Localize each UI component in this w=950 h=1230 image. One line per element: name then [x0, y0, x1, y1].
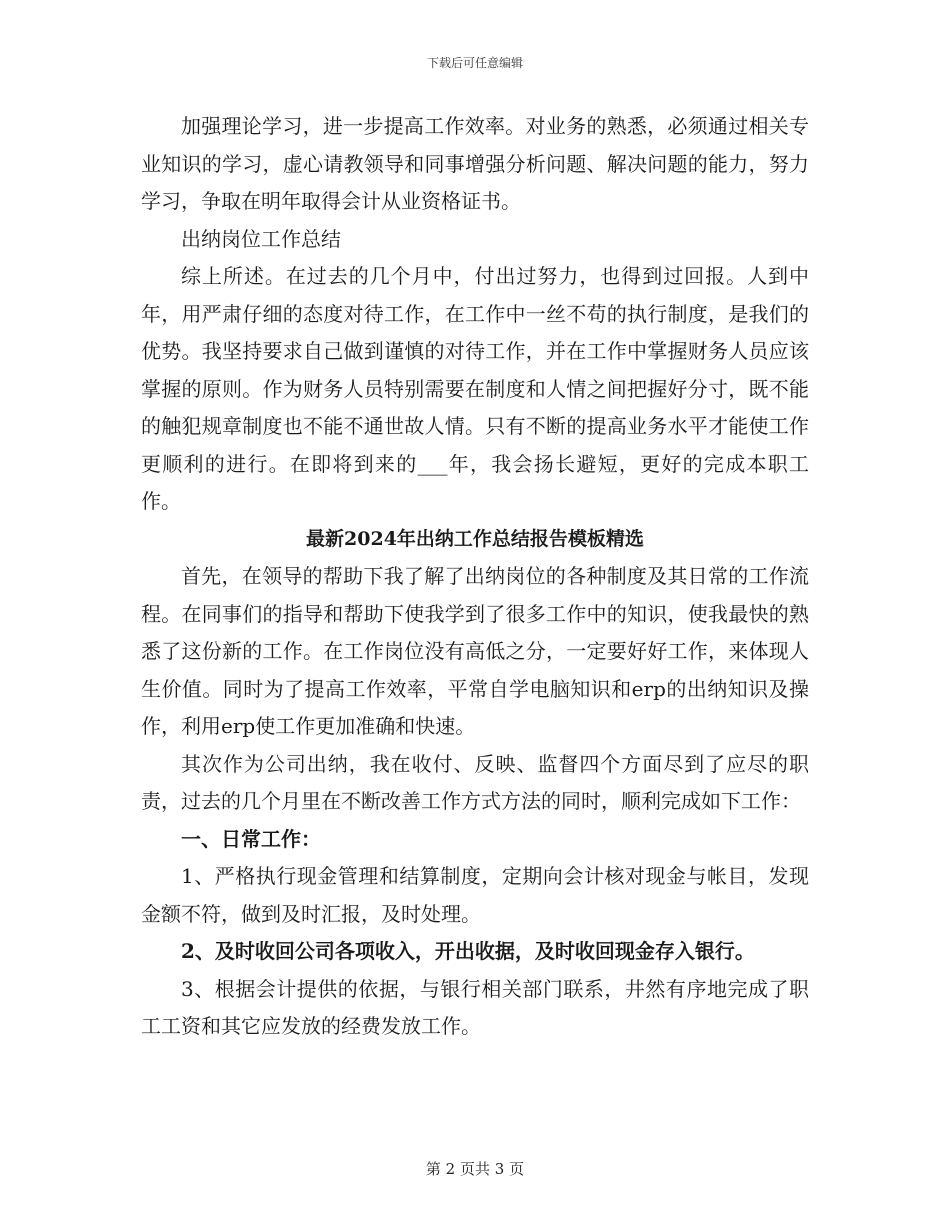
- subheading-daily-work: 一、日常工作：: [181, 826, 321, 851]
- page-footer: 第 2 页共 3 页: [425, 1160, 525, 1178]
- section-heading-cashier-summary: 出纳岗位工作总结: [181, 226, 341, 251]
- paragraph-summary: 综上所述。在过去的几个月中，付出过努力，也得到过回报。人到中年，用严肃仔细的态度对待工作，在工作中一丝不苟的执行制度，是我们的优势。我坚持要求自己做到谨慎的对待工作，并在工作中掌握财务人员应该掌握的原则。作为财务人员特别需要在制度和人情之间把握好分寸，既不能的触犯规章制度也不能不通世故人情。只有不断的提高业务水平才能使工作更顺利的进行。在即将到来的___年，我会扬长避短，更好的完成本职工作。: [141, 264, 809, 513]
- paragraph-study: 加强理论学习，进一步提高工作效率。对业务的熟悉，必须通过相关专业知识的学习，虚心请教领导和同事增强分析问题、解决问题的能力，努力学习，争取在明年取得会计从业资格证书。: [141, 114, 809, 213]
- paragraph-second: 其次作为公司出纳，我在收付、反映、监督四个方面尽到了应尽的职责，过去的几个月里在不断改善工作方式方法的同时，顺利完成如下工作：: [141, 751, 809, 813]
- document-body: [141, 108, 809, 1046]
- list-item-1: 1、严格执行现金管理和结算制度，定期向会计核对现金与帐目，发现金额不符，做到及时汇报，及时处理。: [141, 864, 809, 926]
- paragraph-first: 首先，在领导的帮助下我了解了出纳岗位的各种制度及其日常的工作流程。在同事们的指导和帮助下使我学到了很多工作中的知识，使我最快的熟悉了这份新的工作。在工作岗位没有高低之分，一定要好好工作，来体现人生价值。同时为了提高工作效率，平常自学电脑知识和erp的出纳知识及操作，利用erp使工作更加准确和快速。: [141, 564, 809, 738]
- page-header: 下载后可任意编辑: [426, 56, 523, 70]
- document-title: 最新2024年出纳工作总结报告模板精选: [306, 527, 644, 550]
- list-item-3: 3、根据会计提供的依据，与银行相关部门联系，井然有序地完成了职工工资和其它应发放的经费发放工作。: [141, 976, 809, 1038]
- list-item-2: 2、及时收回公司各项收入，开出收据，及时收回现金存入银行。: [181, 939, 755, 963]
